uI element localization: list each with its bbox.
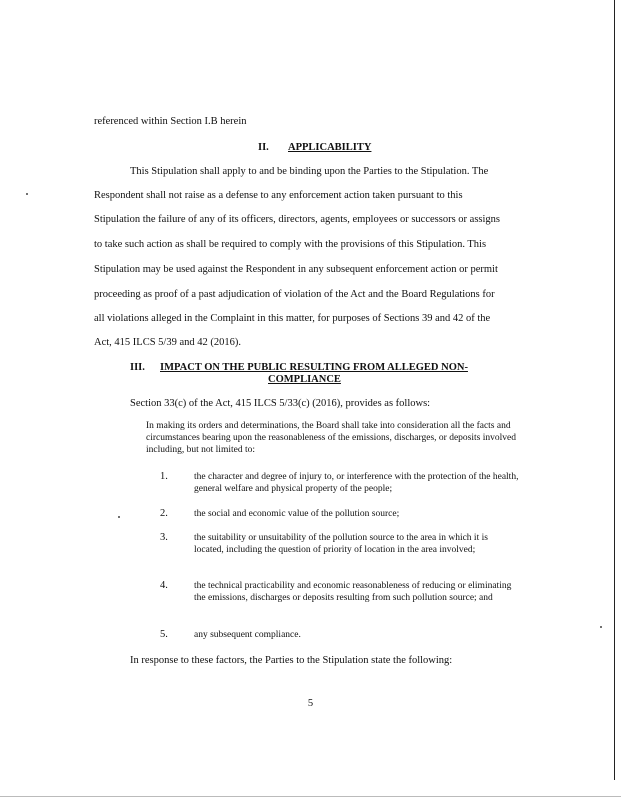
statute-quote: In making its orders and determinations, the Board shall take into consideration all the facts and circumstances bearing upon the reasonableness of the emissions, discharges, or deposits involved including, but not limited to: (146, 421, 516, 455)
section-2-line: all violations alleged in the Complaint in this matter, for purposes of Sections 39 and 42 of the (94, 313, 491, 324)
statute-item-text: the technical practicability and economic reasonableness of reducing or eliminating the emissions, discharges or deposits resulting from such pollution source; and (194, 581, 512, 603)
section-2-line: Stipulation may be used against the Respondent in any subsequent enforcement action or permit (94, 264, 498, 275)
section-2-line: This Stipulation shall apply to and be binding upon the Parties to the Stipulation. The (130, 166, 489, 177)
section-3-title-line-2: COMPLIANCE (268, 374, 341, 385)
section-2-line: to take such action as shall be required to comply with the provisions of this Stipulation. This (94, 239, 487, 250)
scan-speck (118, 516, 120, 518)
statute-item-text: any subsequent compliance. (194, 630, 301, 640)
statute-item-number: 5. (160, 629, 168, 640)
statute-item-text: the character and degree of injury to, or interference with the protection of the health, general welfare and physical property of the people; (194, 472, 519, 494)
intro-line: referenced within Section I.B herein (94, 116, 247, 127)
section-2-title: APPLICABILITY (288, 142, 372, 153)
statute-item-number: 3. (160, 532, 168, 543)
statute-item-text: the social and economic value of the pollution source; (194, 509, 400, 519)
statute-item-number: 1. (160, 471, 168, 482)
section-3-number: III. (130, 362, 145, 373)
section-2-line: Stipulation the failure of any of its officers, directors, agents, employees or successors or assigns (94, 214, 500, 225)
scan-speck (26, 193, 28, 195)
section-2-line: Respondent shall not raise as a defense to any enforcement action taken pursuant to this (94, 190, 463, 201)
statute-item-number: 2. (160, 508, 168, 519)
section-2-number: II. (258, 142, 269, 153)
scan-edge-right (614, 0, 615, 780)
scan-speck (600, 626, 602, 628)
statute-item-number: 4. (160, 580, 168, 591)
scan-edge-bottom (0, 796, 621, 797)
page-number: 5 (307, 698, 314, 709)
section-3-title-line-2-wrap (268, 374, 341, 386)
section-2-line: proceeding as proof of a past adjudication of violation of the Act and the Board Regulations for (94, 289, 495, 300)
section-3-lead: Section 33(c) of the Act, 415 ILCS 5/33(c) (2016), provides as follows: (130, 398, 431, 409)
section-2-line: Act, 415 ILCS 5/39 and 42 (2016). (94, 337, 241, 348)
section-3-closing: In response to these factors, the Parties to the Stipulation state the following: (130, 655, 453, 666)
section-3-title-line-1: IMPACT ON THE PUBLIC RESULTING FROM ALLEGED NON- (160, 362, 468, 373)
statute-item-text: the suitability or unsuitability of the pollution source to the area in which it is located, including the question of priority of location in the area involved; (194, 533, 488, 555)
